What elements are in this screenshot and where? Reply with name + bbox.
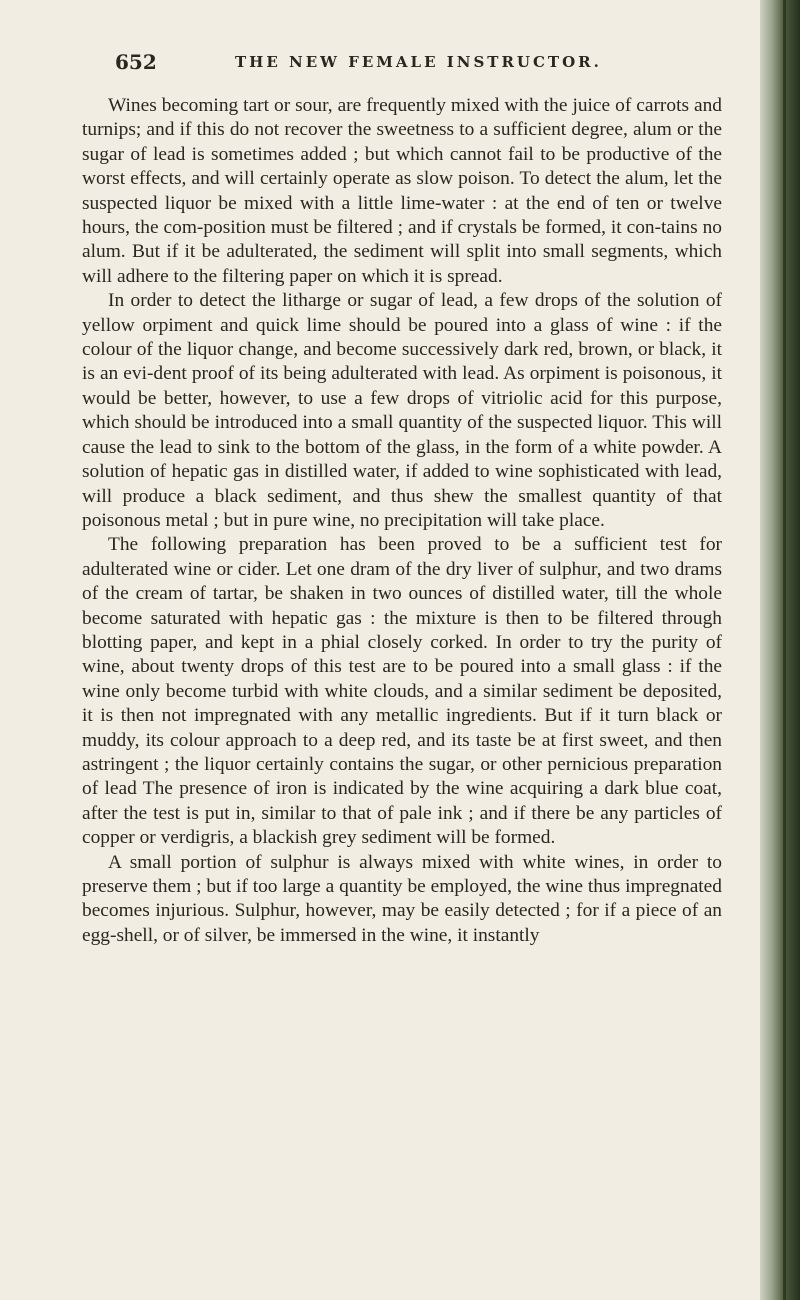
book-binding-edge: [760, 0, 800, 1300]
page-number: 652: [115, 50, 157, 74]
page-header: [115, 50, 715, 76]
paragraph-lead-test: In order to detect the litharge or sugar of lead, a few drops of the solution of yellow orpiment and quick lime should be poured into a glass of wine : if the colour of the liquor change, and become successively dark red, brown, or black, it is an evi-dent proof of its being adulterated with lead. As orpiment is poisonous, it would be better, however, to use a few drops of vitriolic acid for this purpose, which should be introduced into a small quantity of the suspected liquor. This will cause the lead to sink to the bottom of the glass, in the form of a white powder. A solution of hepatic gas in distilled water, if added to wine sophisticated with lead, will produce a black sediment, and thus shew the smallest quantity of that poisonous metal ; but in pure wine, no precipitation will take place.: [82, 290, 722, 531]
running-title: THE NEW FEMALE INSTRUCTOR.: [235, 53, 602, 71]
binding-shadow-line: [783, 0, 786, 1300]
paragraph-alum-test: Wines becoming tart or sour, are frequently mixed with the juice of carrots and turnips; and if this do not recover the sweetness to a sufficient degree, alum or the sugar of lead is sometimes added ; but which cannot fail to be productive of the worst effects, and will certainly operate as slow poison. To detect the alum, let the suspected liquor be mixed with a little lime-water : at the end of ten or twelve hours, the com-position must be filtered ; and if crystals be formed, it con-tains no alum. But if it be adulterated, the sediment will split into small segments, which will adhere to the filtering paper on which it is spread.: [82, 95, 722, 287]
paragraph-sulphur: A small portion of sulphur is always mixed with white wines, in order to preserve them ; but if too large a quantity be employed, the wine thus impregnated becomes injurious. Sulphur, however, may be easily detected ; for if a piece of an egg-shell, or of silver, be immersed in the wine, it instantly: [82, 851, 722, 946]
paragraph-wine-cider-test: The following preparation has been proved to be a sufficient test for adulterated wine or cider. Let one dram of the dry liver of sulphur, and two drams of the cream of tartar, be shaken in two ounces of distilled water, till the whole become saturated with hepatic gas : the mixture is then to be filtered through blotting paper, and kept in a phial closely corked. In order to try the purity of wine, about twenty drops of this test are to be poured into a small glass : if the wine only become turbid with white clouds, and a similar sediment be deposited, it is then not impregnated with any metallic ingredients. But if it turn black or muddy, its colour approach to a deep red, and its taste be at first sweet, and then astringent ; the liquor certainly contains the sugar, or other pernicious preparation of lead The presence of iron is indicated by the wine acquiring a dark blue coat, after the test is put in, similar to that of pale ink ; and if there be any particles of copper or verdigris, a blackish grey sediment will be formed.: [82, 534, 722, 849]
body-text: [82, 94, 722, 948]
